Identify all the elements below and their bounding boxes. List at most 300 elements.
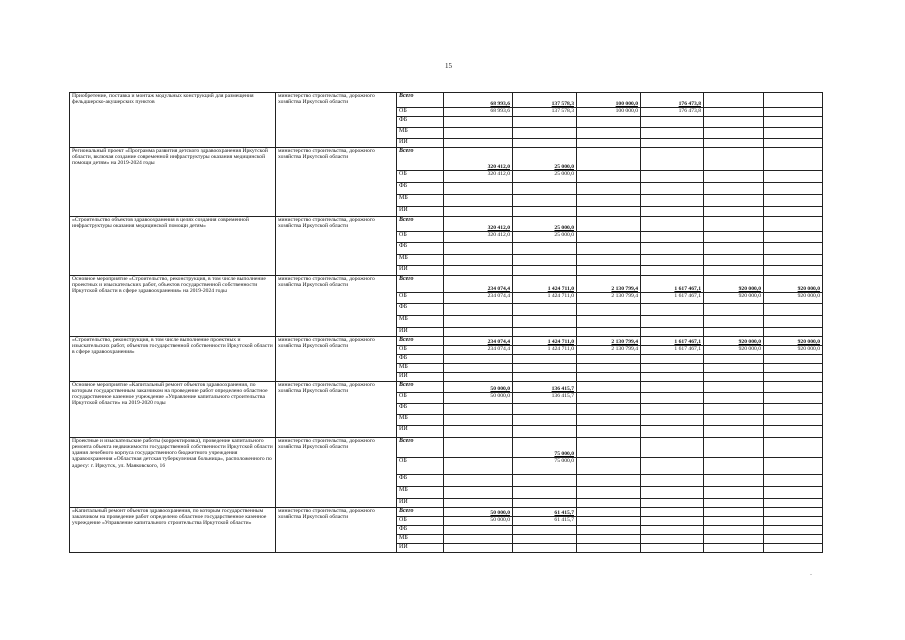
amount-cell (641, 304, 704, 316)
amount-cell (764, 328, 823, 337)
amount-cell (704, 373, 764, 382)
executor: министерство строительства, дорожного хозяйства Иркутской области (276, 438, 397, 508)
funding-source-label: ИИ (397, 499, 444, 508)
amount-cell (641, 128, 704, 139)
amount-cell (704, 355, 764, 364)
amount-cell (444, 415, 513, 426)
amount-cell (641, 373, 704, 382)
amount-cell (641, 535, 704, 544)
amount-cell (577, 438, 641, 458)
amount-cell (704, 108, 764, 117)
amount-cell: 1 424 711,0 (513, 346, 577, 355)
amount-cell (444, 404, 513, 415)
amount-cell (764, 508, 823, 517)
funding-source-label: Всего (397, 508, 444, 517)
amount-cell (577, 382, 641, 393)
funding-source-label: Всего (397, 438, 444, 458)
amount-cell: 136 415,7 (513, 393, 577, 404)
amount-cell (513, 355, 577, 364)
amount-cell (444, 255, 513, 266)
funding-source-label: МБ (397, 255, 444, 266)
amount-cell (764, 316, 823, 328)
amount-cell (444, 266, 513, 276)
amount-cell (704, 148, 764, 171)
amount-cell (577, 128, 641, 139)
amount-cell (513, 544, 577, 553)
amount-cell (764, 232, 823, 243)
funding-source-label: Всего (397, 217, 444, 232)
funding-source-label: ФБ (397, 117, 444, 128)
amount-cell (764, 266, 823, 276)
amount-cell (641, 426, 704, 438)
amount-cell (513, 183, 577, 195)
table-row-total (70, 382, 823, 393)
amount-cell (513, 404, 577, 415)
amount-cell (641, 404, 704, 415)
funding-source-label: МБ (397, 195, 444, 207)
amount-cell (444, 535, 513, 544)
amount-cell (764, 117, 823, 128)
amount-cell (513, 207, 577, 217)
amount-cell (704, 117, 764, 128)
amount-cell (704, 255, 764, 266)
amount-cell (577, 243, 641, 255)
amount-cell: 1 617 467,1 (641, 337, 704, 346)
amount-cell (764, 475, 823, 487)
executor: министерство строительства, дорожного хозяйства Иркутской области (276, 337, 397, 382)
table-row-total (70, 337, 823, 346)
amount-cell (444, 438, 513, 458)
amount-cell: 2 130 799,4 (577, 337, 641, 346)
funding-source-label: МБ (397, 487, 444, 499)
amount-cell (577, 415, 641, 426)
amount-cell (704, 475, 764, 487)
amount-cell (513, 117, 577, 128)
amount-cell: 68 993,6 (444, 108, 513, 117)
amount-cell (764, 128, 823, 139)
amount-cell (444, 207, 513, 217)
funding-source-label: ОБ (397, 458, 444, 475)
amount-cell (641, 393, 704, 404)
amount-cell: 234 074,4 (444, 293, 513, 304)
amount-cell (704, 438, 764, 458)
executor: министерство строительства, дорожного хозяйства Иркутской области (276, 382, 397, 438)
table-row-total (70, 276, 823, 293)
funding-source-label: ИИ (397, 373, 444, 382)
funding-source-label: Всего (397, 337, 444, 346)
amount-cell: 1 424 711,0 (513, 276, 577, 293)
amount-cell (641, 475, 704, 487)
amount-cell (704, 364, 764, 373)
amount-cell (764, 93, 823, 108)
funding-source-label: ИИ (397, 139, 444, 148)
amount-cell: 920 000,0 (704, 276, 764, 293)
amount-cell (444, 183, 513, 195)
amount-cell (764, 535, 823, 544)
amount-cell (513, 535, 577, 544)
amount-cell (444, 364, 513, 373)
funding-source-label: МБ (397, 535, 444, 544)
amount-cell (764, 426, 823, 438)
amount-cell (444, 373, 513, 382)
amount-cell (704, 232, 764, 243)
amount-cell: 75 000,0 (513, 458, 577, 475)
amount-cell (641, 171, 704, 183)
amount-cell (704, 316, 764, 328)
amount-cell: 100 000,0 (577, 108, 641, 117)
funding-source-label: МБ (397, 415, 444, 426)
amount-cell (641, 458, 704, 475)
funding-source-label: ИИ (397, 328, 444, 337)
amount-cell (641, 355, 704, 364)
amount-cell (577, 117, 641, 128)
amount-cell (513, 373, 577, 382)
amount-cell (704, 328, 764, 337)
amount-cell (641, 148, 704, 171)
amount-cell (577, 207, 641, 217)
amount-cell (764, 487, 823, 499)
amount-cell (444, 475, 513, 487)
amount-cell: 920 000,0 (704, 293, 764, 304)
amount-cell: 234 074,4 (444, 276, 513, 293)
amount-cell (513, 364, 577, 373)
amount-cell: 1 424 711,0 (513, 293, 577, 304)
activity-name: «Строительство объектов здравоохранения в целях создания современной инфраструктуры оказания медицинской помощи детям» (70, 217, 276, 276)
amount-cell (444, 128, 513, 139)
amount-cell: 176 473,8 (641, 93, 704, 108)
funding-source-label: ФБ (397, 475, 444, 487)
funding-source-label: ОБ (397, 108, 444, 117)
amount-cell (704, 508, 764, 517)
amount-cell (764, 183, 823, 195)
funding-source-label: Всего (397, 382, 444, 393)
amount-cell: 50 000,0 (444, 393, 513, 404)
amount-cell (444, 355, 513, 364)
amount-cell (577, 232, 641, 243)
amount-cell (641, 487, 704, 499)
amount-cell (764, 243, 823, 255)
amount-cell (641, 328, 704, 337)
amount-cell (577, 148, 641, 171)
amount-cell: 50 000,0 (444, 382, 513, 393)
funding-source-label: ОБ (397, 517, 444, 526)
amount-cell: 320 412,0 (444, 217, 513, 232)
amount-cell (641, 438, 704, 458)
amount-cell (764, 195, 823, 207)
amount-cell (577, 217, 641, 232)
amount-cell: 920 000,0 (764, 346, 823, 355)
amount-cell (444, 316, 513, 328)
amount-cell (577, 266, 641, 276)
amount-cell (444, 328, 513, 337)
funding-source-label: ОБ (397, 232, 444, 243)
funding-source-label: ФБ (397, 355, 444, 364)
amount-cell: 61 415,7 (513, 508, 577, 517)
amount-cell (704, 487, 764, 499)
amount-cell: 25 000,0 (513, 148, 577, 171)
amount-cell (444, 499, 513, 508)
funding-source-label: Всего (397, 148, 444, 171)
budget-table (69, 92, 823, 553)
amount-cell (444, 117, 513, 128)
amount-cell (764, 404, 823, 415)
amount-cell: 68 993,6 (444, 93, 513, 108)
amount-cell: 234 074,4 (444, 337, 513, 346)
amount-cell (704, 526, 764, 535)
amount-cell (641, 517, 704, 526)
amount-cell (704, 382, 764, 393)
activity-name: «Строительство, реконструкция, в том числе выполнение проектных и изыскательских работ, объектов государственной собственности Иркутской области в сфере здравоохранения» (70, 337, 276, 382)
amount-cell (704, 426, 764, 438)
amount-cell: 2 130 799,4 (577, 276, 641, 293)
amount-cell (444, 304, 513, 316)
amount-cell (577, 508, 641, 517)
amount-cell: 920 000,0 (764, 337, 823, 346)
amount-cell (704, 499, 764, 508)
amount-cell: 136 415,7 (513, 382, 577, 393)
amount-cell (577, 373, 641, 382)
amount-cell (704, 458, 764, 475)
amount-cell (513, 255, 577, 266)
amount-cell (764, 382, 823, 393)
amount-cell (513, 426, 577, 438)
activity-name: Региональный проект «Программа развития детского здравоохранения Иркутской области, включая создание современной инфраструктуры оказания медицинской помощи детям» на 2019-2024 годы (70, 148, 276, 217)
executor: министерство строительства, дорожного хозяйства Иркутской области (276, 276, 397, 337)
funding-source-label: ОБ (397, 293, 444, 304)
amount-cell (764, 304, 823, 316)
amount-cell (764, 499, 823, 508)
executor: министерство строительства, дорожного хозяйства Иркутской области (276, 217, 397, 276)
amount-cell (577, 535, 641, 544)
funding-source-label: ФБ (397, 526, 444, 535)
amount-cell (577, 404, 641, 415)
amount-cell (704, 535, 764, 544)
amount-cell (704, 195, 764, 207)
amount-cell (577, 304, 641, 316)
amount-cell (704, 207, 764, 217)
amount-cell (764, 415, 823, 426)
amount-cell (577, 364, 641, 373)
amount-cell (577, 171, 641, 183)
amount-cell (641, 544, 704, 553)
amount-cell (764, 217, 823, 232)
amount-cell (444, 458, 513, 475)
funding-source-label: ИИ (397, 426, 444, 438)
amount-cell: 100 000,0 (577, 93, 641, 108)
amount-cell: 234 074,4 (444, 346, 513, 355)
amount-cell (513, 499, 577, 508)
amount-cell: 25 000,0 (513, 171, 577, 183)
funding-source-label: Всего (397, 93, 444, 108)
amount-cell (641, 266, 704, 276)
amount-cell (641, 183, 704, 195)
amount-cell (764, 108, 823, 117)
amount-cell (513, 243, 577, 255)
amount-cell: 320 412,0 (444, 148, 513, 171)
activity-name: Основное мероприятие «Строительство, реконструкция, в том числе выполнение проектных и изыскательских работ, объектов государственной собственности Иркутской области в сфере здравоохранения» на 2019-2024 годы (70, 276, 276, 337)
activity-name: Проектные и изыскательские работы (корректировка), проведение капитального ремонта объекта недвижимости государственной собственности Иркутской области здания лечебного корпуса государственного бюджетного учреждения здравоохранения «Областная детская туберкулезная больница», расположенного по адресу: г. Иркутск, ул. Маяковского, 16 (70, 438, 276, 508)
amount-cell (704, 517, 764, 526)
amount-cell (641, 382, 704, 393)
amount-cell (577, 255, 641, 266)
amount-cell: 1 617 467,1 (641, 346, 704, 355)
amount-cell (704, 171, 764, 183)
amount-cell (444, 526, 513, 535)
amount-cell: 137 578,3 (513, 93, 577, 108)
amount-cell (641, 117, 704, 128)
amount-cell (444, 195, 513, 207)
amount-cell (641, 195, 704, 207)
executor: министерство строительства, дорожного хозяйства Иркутской области (276, 508, 397, 553)
amount-cell (577, 458, 641, 475)
amount-cell (641, 364, 704, 373)
amount-cell (513, 316, 577, 328)
amount-cell: 50 000,0 (444, 508, 513, 517)
amount-cell (444, 544, 513, 553)
amount-cell: 25 000,0 (513, 217, 577, 232)
amount-cell: 320 412,0 (444, 171, 513, 183)
table-row-total (70, 93, 823, 108)
amount-cell (641, 499, 704, 508)
executor: министерство строительства, дорожного хозяйства Иркутской области (276, 93, 397, 148)
amount-cell (704, 139, 764, 148)
amount-cell (577, 526, 641, 535)
amount-cell (764, 364, 823, 373)
table-row-total (70, 508, 823, 517)
amount-cell (764, 139, 823, 148)
amount-cell (764, 544, 823, 553)
amount-cell: 176 473,8 (641, 108, 704, 117)
amount-cell (577, 544, 641, 553)
amount-cell (513, 487, 577, 499)
amount-cell (513, 328, 577, 337)
amount-cell (577, 139, 641, 148)
amount-cell (577, 499, 641, 508)
amount-cell (513, 526, 577, 535)
amount-cell (513, 266, 577, 276)
amount-cell (641, 526, 704, 535)
table-row-total (70, 438, 823, 458)
funding-source-label: ФБ (397, 404, 444, 415)
amount-cell (641, 255, 704, 266)
amount-cell: 2 130 799,4 (577, 293, 641, 304)
amount-cell (764, 148, 823, 171)
funding-source-label: ФБ (397, 243, 444, 255)
amount-cell (704, 404, 764, 415)
amount-cell (641, 243, 704, 255)
funding-source-label: ФБ (397, 183, 444, 195)
amount-cell (641, 316, 704, 328)
amount-cell (641, 508, 704, 517)
amount-cell: 320 412,0 (444, 232, 513, 243)
amount-cell (577, 393, 641, 404)
funding-source-label: МБ (397, 316, 444, 328)
amount-cell (444, 139, 513, 148)
amount-cell: 61 415,7 (513, 517, 577, 526)
amount-cell: 1 424 711,0 (513, 337, 577, 346)
funding-source-label: МБ (397, 364, 444, 373)
amount-cell: 920 000,0 (764, 293, 823, 304)
amount-cell (764, 438, 823, 458)
amount-cell (764, 458, 823, 475)
amount-cell: 50 000,0 (444, 517, 513, 526)
amount-cell (577, 487, 641, 499)
amount-cell (764, 207, 823, 217)
funding-source-label: ОБ (397, 393, 444, 404)
bottom-mark: - (810, 572, 812, 578)
amount-cell (577, 195, 641, 207)
activity-name: Приобретение, поставка и монтаж модульных конструкций для размещения фельдшерско-акушерских пунктов (70, 93, 276, 148)
amount-cell (444, 487, 513, 499)
amount-cell (764, 393, 823, 404)
amount-cell (764, 171, 823, 183)
amount-cell: 920 000,0 (704, 337, 764, 346)
amount-cell (513, 415, 577, 426)
activity-name: «Капитальный ремонт объектов здравоохранения, по которым государственным заказчиком на проведение работ определено областное государственное казенное учреждение «Управление капитального строительства Иркутской области» (70, 508, 276, 553)
funding-source-label: ИИ (397, 544, 444, 553)
funding-source-label: Всего (397, 276, 444, 293)
amount-cell: 920 000,0 (704, 346, 764, 355)
amount-cell (513, 195, 577, 207)
amount-cell (444, 426, 513, 438)
amount-cell (577, 328, 641, 337)
page-number: 15 (445, 62, 452, 70)
table-row-total (70, 148, 823, 171)
amount-cell (764, 355, 823, 364)
amount-cell (704, 93, 764, 108)
activity-name: Основное мероприятие «Капитальный ремонт объектов здравоохранения, по которым государственным заказчиком на проведение работ определено областное государственное казенное учреждение «Управление капитального строительства Иркутской области» на 2019-2020 годы (70, 382, 276, 438)
amount-cell (704, 544, 764, 553)
amount-cell (641, 217, 704, 232)
amount-cell: 1 617 467,1 (641, 276, 704, 293)
amount-cell (704, 415, 764, 426)
amount-cell (704, 266, 764, 276)
amount-cell: 1 617 467,1 (641, 293, 704, 304)
amount-cell: 75 000,0 (513, 438, 577, 458)
amount-cell (444, 243, 513, 255)
amount-cell: 25 000,0 (513, 232, 577, 243)
amount-cell (577, 475, 641, 487)
amount-cell (764, 373, 823, 382)
amount-cell (641, 207, 704, 217)
amount-cell: 920 000,0 (764, 276, 823, 293)
amount-cell (513, 139, 577, 148)
amount-cell (513, 128, 577, 139)
amount-cell: 2 130 799,4 (577, 346, 641, 355)
table-row-total (70, 217, 823, 232)
amount-cell (641, 139, 704, 148)
amount-cell (513, 304, 577, 316)
funding-source-label: ОБ (397, 171, 444, 183)
amount-cell (577, 316, 641, 328)
amount-cell (704, 304, 764, 316)
amount-cell (577, 183, 641, 195)
amount-cell (641, 415, 704, 426)
amount-cell (704, 393, 764, 404)
amount-cell (513, 475, 577, 487)
amount-cell (704, 128, 764, 139)
amount-cell (764, 517, 823, 526)
amount-cell (641, 232, 704, 243)
funding-source-label: ИИ (397, 266, 444, 276)
amount-cell (577, 426, 641, 438)
amount-cell (764, 526, 823, 535)
amount-cell (577, 517, 641, 526)
amount-cell (577, 355, 641, 364)
funding-source-label: МБ (397, 128, 444, 139)
amount-cell (764, 255, 823, 266)
amount-cell: 137 578,3 (513, 108, 577, 117)
